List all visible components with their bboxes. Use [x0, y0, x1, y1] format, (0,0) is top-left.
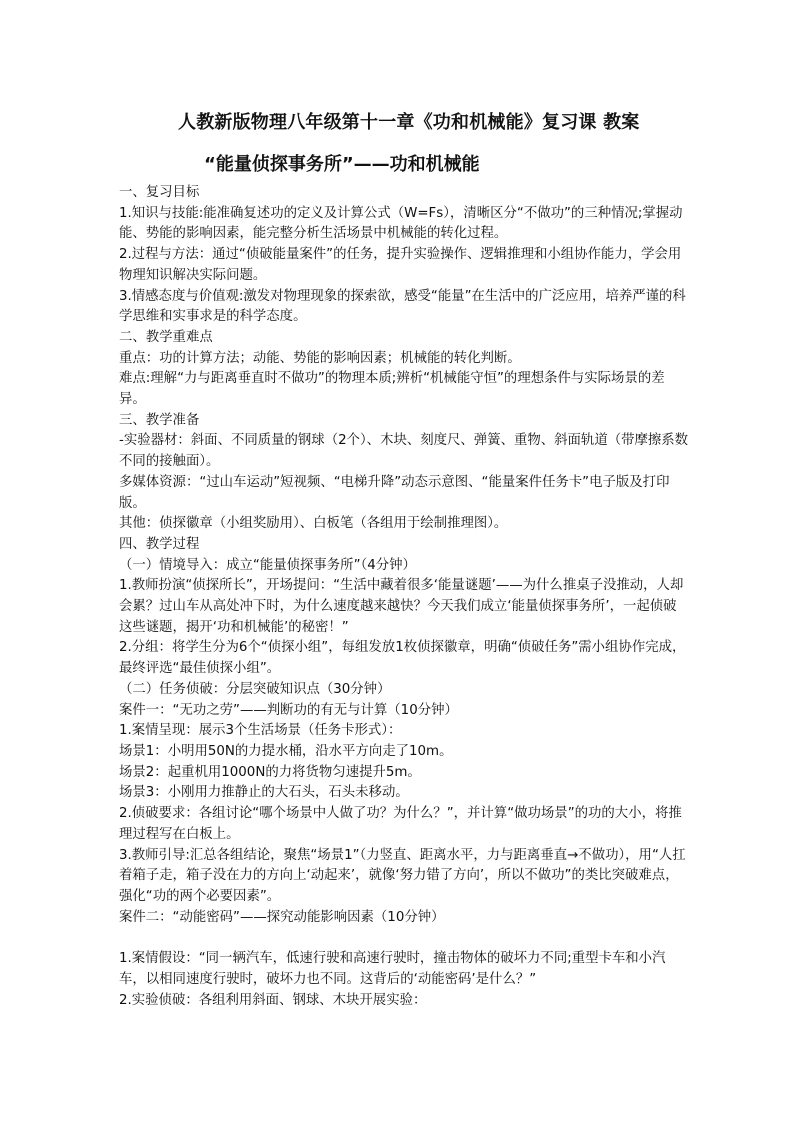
paragraph: 1.案情呈现：展示3个生活场景（任务卡形式）：: [119, 723, 402, 739]
paragraph: 多媒体资源：“过山车运动”短视频、“电梯升降”动态示意图、“能量案件任务卡”电子版及打印版。: [119, 474, 670, 511]
case-heading: 案件二：“动能密码”——探究动能影响因素（10分钟）: [119, 909, 445, 925]
scene-item: 场景1：小明用50N的力提水桶，沿水平方向走了10m。: [119, 743, 453, 759]
subsection-heading: （一）情境导入：成立“能量侦探事务所”（4分钟）: [119, 557, 416, 573]
blank-line: [119, 928, 689, 949]
section-heading: 三、教学准备: [119, 412, 200, 428]
paragraph: 2.实验侦破：各组利用斜面、钢球、木块开展实验：: [119, 992, 427, 1008]
paragraph: 2.侦破要求：各组讨论“哪个场景中人做了功？为什么？”，并计算“做功场景”的功的大小，将推理过程写在白板上。: [119, 806, 682, 842]
document-title: 人教新版物理八年级第十一章《功和机械能》复习课 教案: [178, 112, 640, 133]
section-heading: 一、复习目标: [119, 185, 200, 200]
paragraph: 重点：功的计算方法；动能、势能的影响因素；机械能的转化判断。: [119, 350, 521, 366]
paragraph: -实验器材：斜面、不同质量的钢球（2个）、木块、刻度尺、弹簧、重物、斜面轨道（带摩擦系数不同的接触面）。: [119, 433, 689, 470]
paragraph: 其他：侦探徽章（小组奖励用）、白板笔（各组用于绘制推理图）。: [119, 516, 508, 532]
paragraph: 1.知识与技能:能准确复述功的定义及计算公式（W=Fs），清晰区分“不做功”的三种情况;掌握动能、势能的影响因素，能完整分析生活场景中机械能的转化过程。: [119, 205, 683, 242]
paragraph: 难点:理解“力与距离垂直时不做功”的物理本质;辨析“机械能守恒”的理想条件与实际场景的差异。: [119, 371, 665, 408]
paragraph: 1.教师扮演“侦探所长”，开场提问：“生活中藏着很多‘能量谜题’——为什么推桌子没推动，人却会累？过山车从高处冲下时，为什么速度越来越快？今天我们成立‘能量侦探事务所’，一起侦破这些谜题，揭开‘功和机械能’的秘密！”: [119, 578, 684, 635]
paragraph: 3.教师引导:汇总各组结论，聚焦“场景1”（力竖直、距离水平，力与距离垂直→不做功），用“人扛着箱子走，箱子没在力的方向上‘动起来’，就像‘努力错了方向’，所以不做功”的类比突破难点，强化“功的两个必要因素”。: [119, 847, 686, 904]
document-subtitle: “能量侦探事务所”——功和机械能: [204, 154, 480, 175]
paragraph: 3.情感态度与价值观:激发对物理现象的探索欲，感受“能量”在生活中的广泛应用，培养严谨的科学思维和实事求是的科学态度。: [119, 288, 686, 325]
scene-item: 场景3：小刚用力推静止的大石头，石头未移动。: [119, 785, 409, 801]
scene-item: 场景2：起重机用1000N的力将货物匀速提升5m。: [119, 764, 421, 780]
section-heading: 二、教学重难点: [119, 329, 213, 345]
subsection-heading: （二）任务侦破：分层突破知识点（30分钟）: [119, 681, 391, 697]
section-heading: 四、教学过程: [119, 536, 200, 552]
paragraph: 2.分组：将学生分为6个“侦探小组”，每组发放1枚侦探徽章，明确“侦破任务”需小组协作完成，最终评选“最佳侦探小组”。: [119, 640, 686, 677]
case-heading: 案件一：“无功之劳”——判断功的有无与计算（10分钟）: [119, 702, 458, 718]
document-body: [119, 183, 689, 1011]
paragraph: 1.案情假设：“同一辆汽车，低速行驶和高速行驶时，撞击物体的破坏力不同;重型卡车和小汽车，以相同速度行驶时，破坏力也不同。这背后的‘动能密码’是什么？”: [119, 951, 666, 988]
paragraph: 2.过程与方法：通过“侦破能量案件”的任务，提升实验操作、逻辑推理和小组协作能力，学会用物理知识解决实际问题。: [119, 247, 682, 283]
